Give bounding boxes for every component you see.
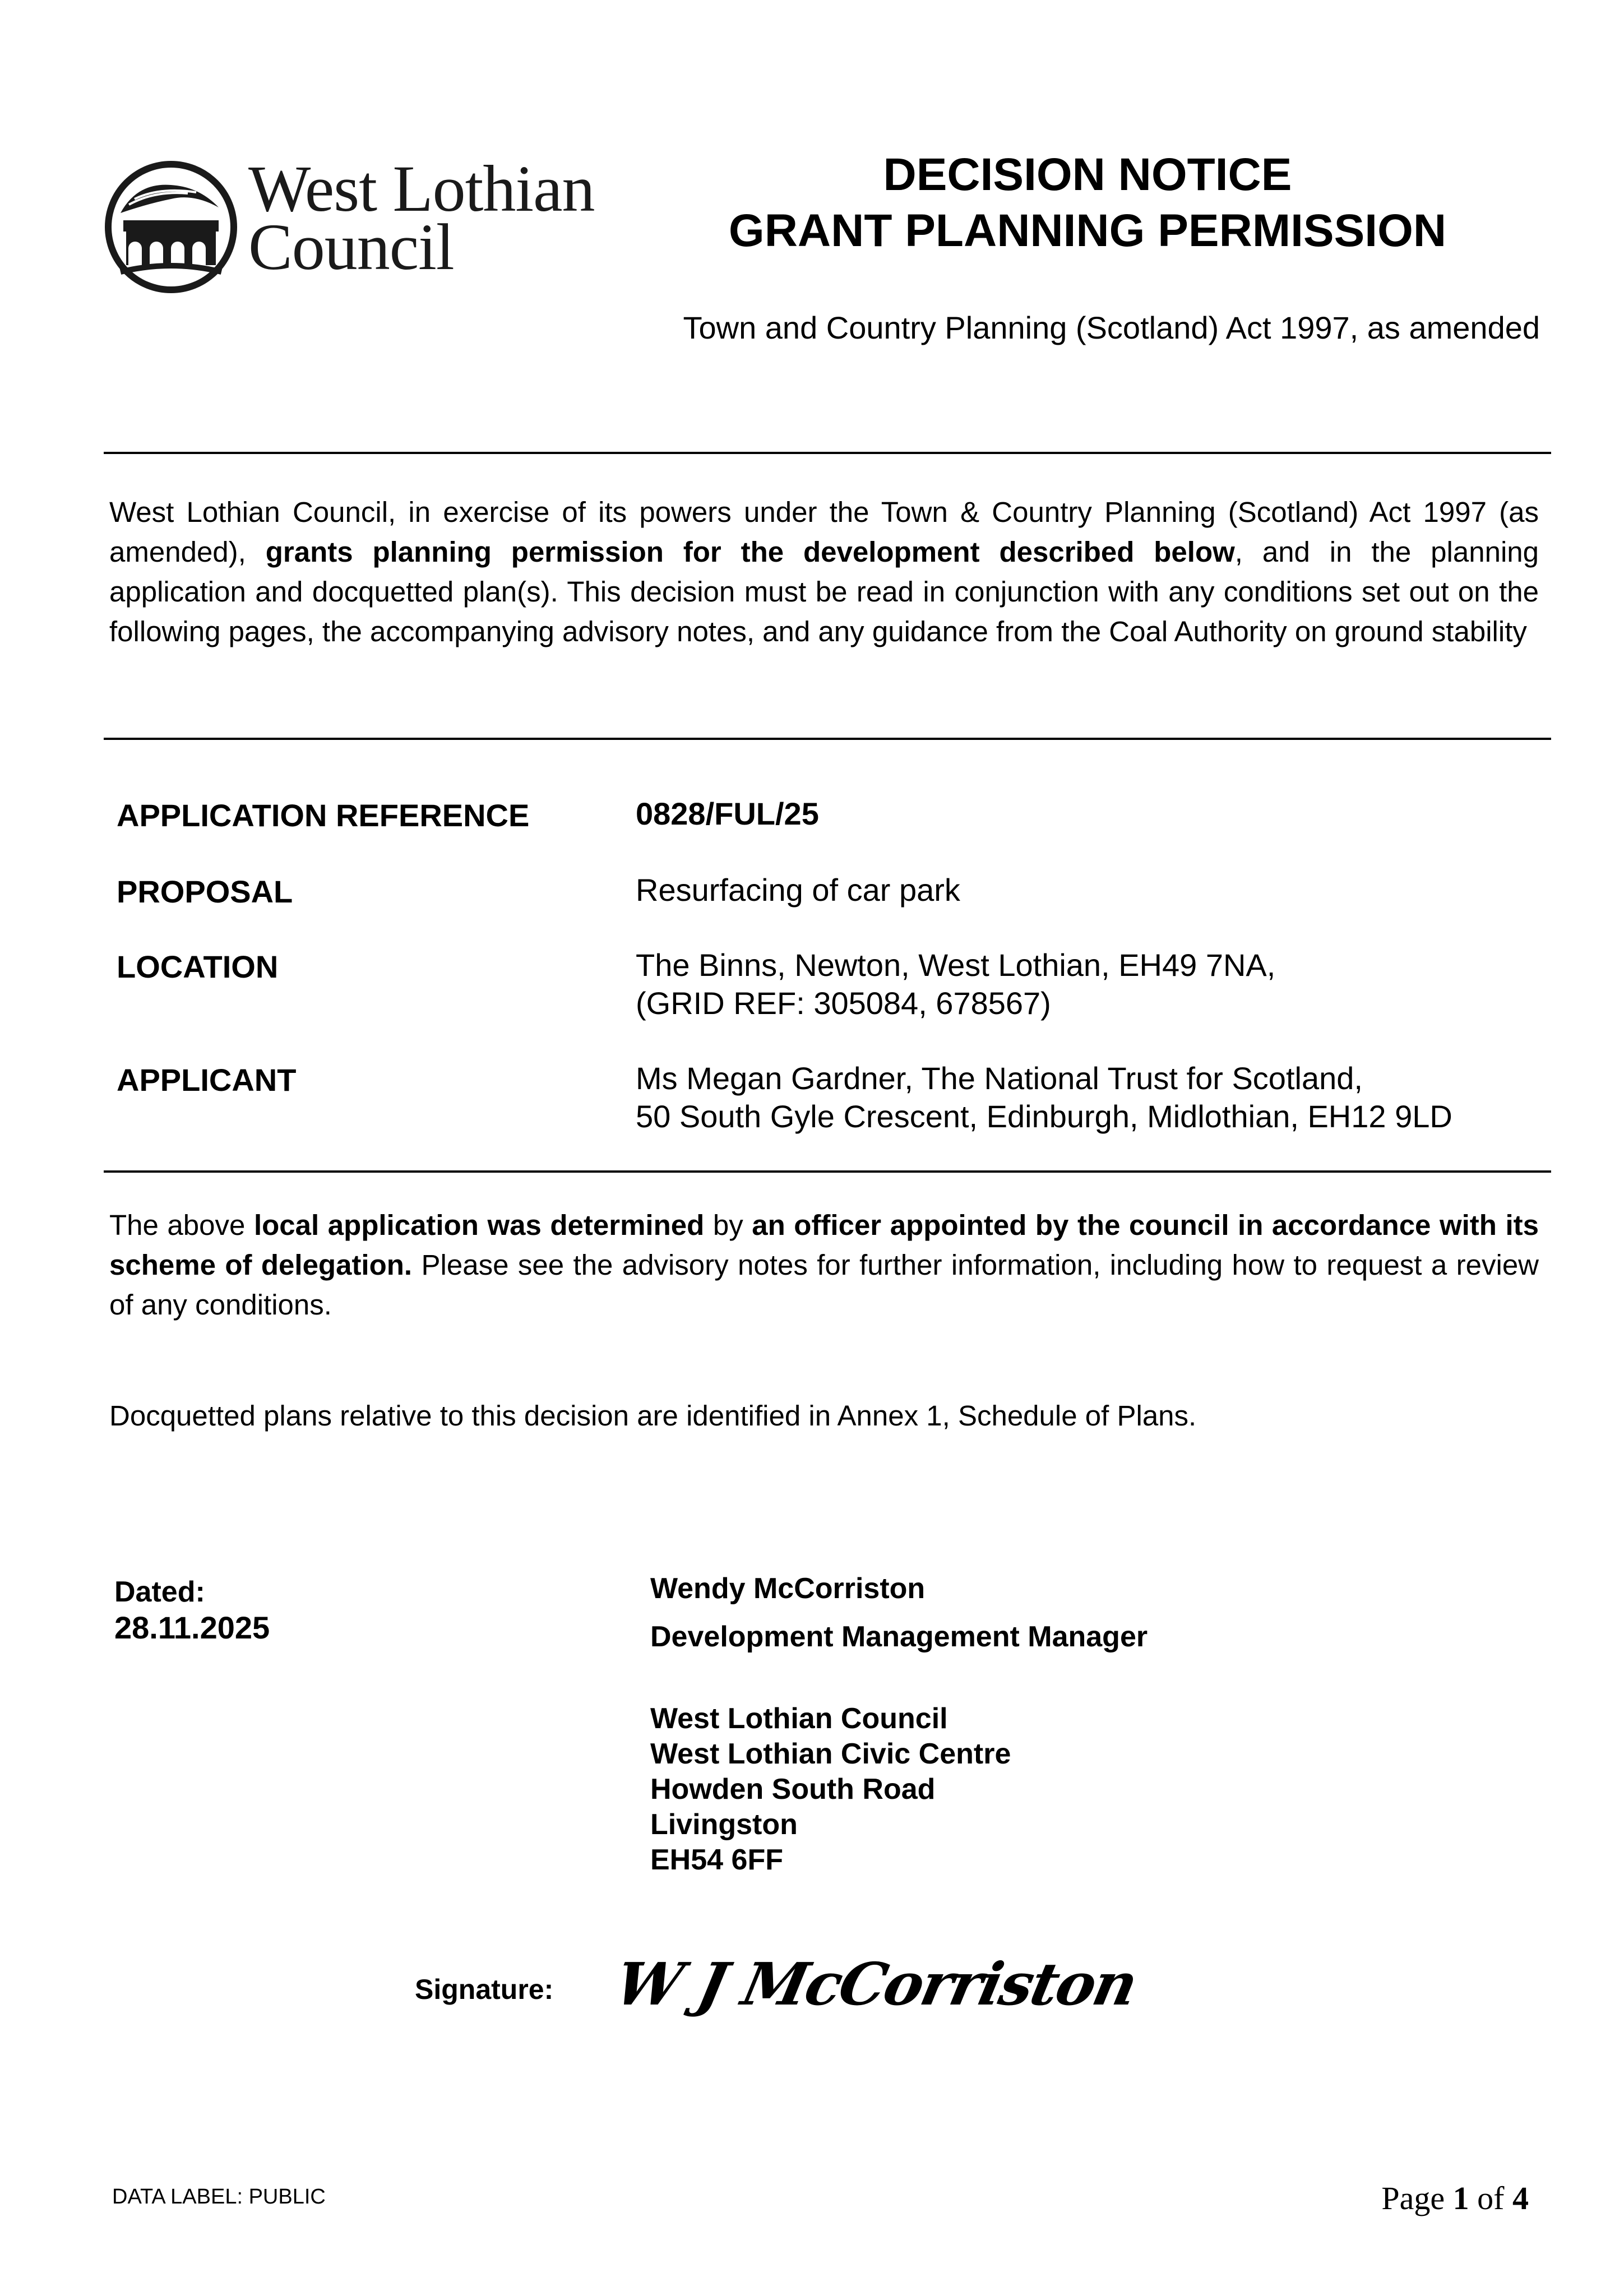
viaduct-emblem-icon [104,160,238,294]
location-label: LOCATION [117,949,279,984]
act-subtitle: Town and Country Planning (Scotland) Act 1997, as amended [683,310,1540,345]
council-logo [104,152,608,294]
intro-emphasis: grants planning permission for the development described below [265,536,1235,568]
signature-label: Signature: [415,1974,554,2005]
ref-value: 0828/FUL/25 [636,796,819,831]
ref-label: APPLICATION REFERENCE [117,798,530,833]
data-label: DATA LABEL: PUBLIC [112,2185,326,2209]
notice-title [645,147,1530,259]
docquetted-note: Docquetted plans relative to this decision are identified in Annex 1, Schedule of Plans. [109,1400,1197,1432]
council-address: West Lothian Council West Lothian Civic Centre Howden South Road Livingston EH54 6FF [650,1702,1011,1876]
dated-label: Dated: [114,1576,205,1608]
dated-value: 28.11.2025 [114,1610,270,1645]
title-line-1: DECISION NOTICE [883,149,1292,200]
location-value: The Binns, Newton, West Lothian, EH49 7NA, (GRID REF: 305084, 678567) [636,947,1276,1021]
determination-paragraph: The above local application was determined by an officer appointed by the council in accordance with its scheme of delegation. Please see the advisory notes for further information, including how to request a review of any conditions. [109,1209,1539,1321]
divider [104,452,1551,454]
signatory-name: Wendy McCorriston [650,1572,926,1605]
applicant-value: Ms Megan Gardner, The National Trust for Scotland, 50 South Gyle Crescent, Edinburgh, Midlothian, EH12 9LD [636,1061,1452,1134]
logo-wordmark [248,152,595,284]
logo-line-2: Council [248,210,454,284]
dated-block [114,1574,270,1646]
divider [104,738,1551,740]
intro-paragraph: West Lothian Council, in exercise of its powers under the Town & Country Planning (Scotland) Act 1997 (as amended), grants planning permission for the development described below, and in the planning application and docquetted plan(s). This decision must be read in conjunction with any conditions set out on the following pages, the accompanying advisory notes, and any guidance from the Coal Authority on ground stability [109,496,1539,647]
title-line-2: GRANT PLANNING PERMISSION [728,205,1447,256]
logo-line-1: West Lothian [248,152,595,225]
page-total: 4 [1512,2180,1529,2216]
proposal-value: Resurfacing of car park [636,872,960,908]
divider [104,1170,1551,1173]
handwritten-signature: W J McCorriston [609,1950,1142,2019]
proposal-label: PROPOSAL [117,874,293,909]
page-current: 1 [1452,2180,1469,2216]
signatory-role: Development Management Manager [650,1621,1148,1653]
applicant-label: APPLICANT [117,1062,297,1098]
page-indicator: Page 1 of 4 [1381,2180,1529,2216]
